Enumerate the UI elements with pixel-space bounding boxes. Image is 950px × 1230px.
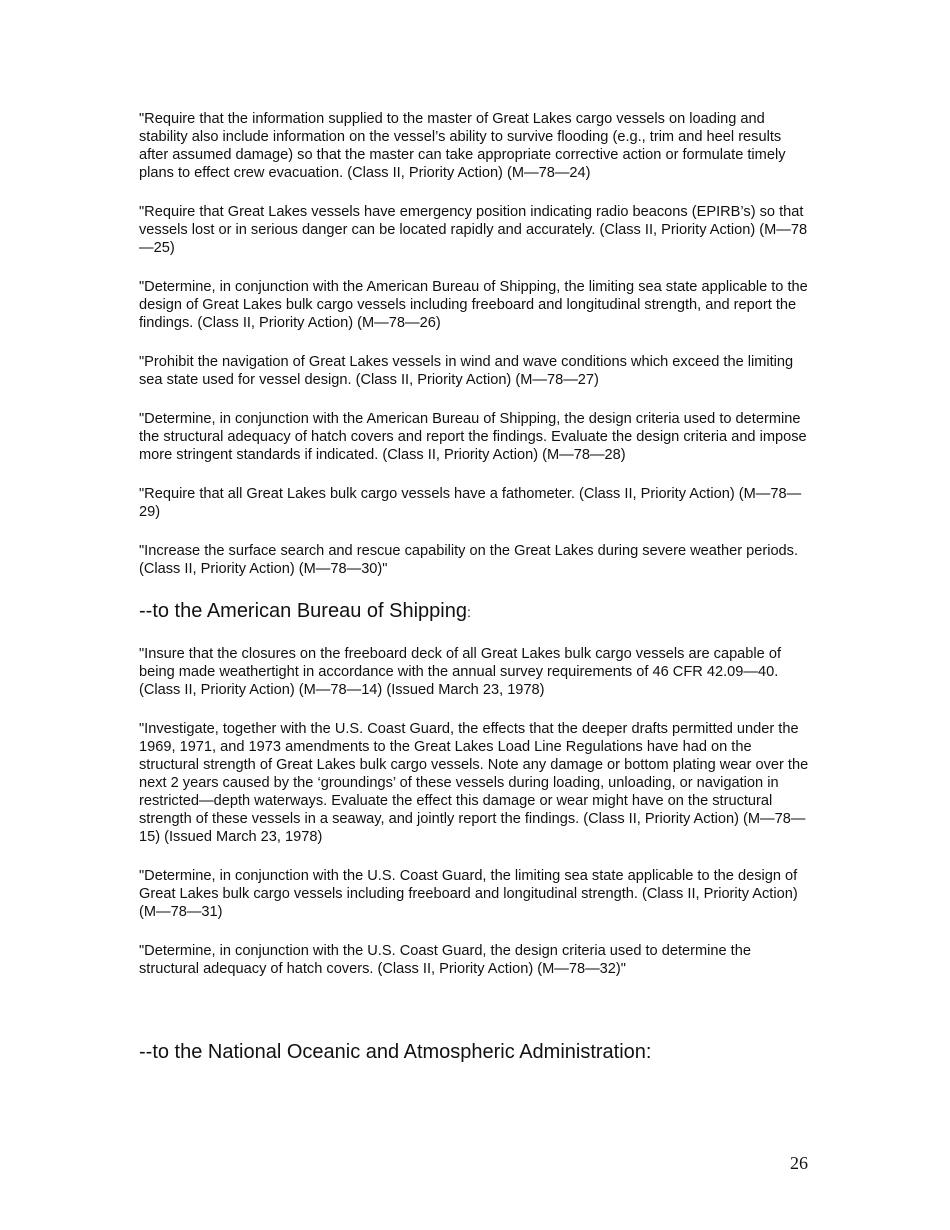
recommendation-paragraph: "Investigate, together with the U.S. Coast Guard, the effects that the deeper drafts permitted under the 1969, 1971, and 1973 amendments to the Great Lakes Load Line Regulations have had on the structural strength of Great Lakes bulk cargo vessels. Note any damage or bottom plating wear over the next 2 years caused by the ‘groundings’ of these vessels during loading, unloading, or navigation in restricted—depth waterways. Evaluate the effect this damage or wear might have on the structural strength of these vessels in a seaway, and jointly report the findings. (Class II, Priority Action) (M—78—15) (Issued March 23, 1978) xyxy=(139,721,809,845)
abs-section-heading xyxy=(139,599,814,624)
recommendation-paragraph: "Require that Great Lakes vessels have emergency position indicating radio beacons (EPIRB’s) so that vessels lost or in serious danger can be located rapidly and accurately. (Class II, Priority Action) (M—78—25) xyxy=(139,204,808,256)
recommendation-paragraph: "Determine, in conjunction with the U.S. Coast Guard, the limiting sea state applicable to the design of Great Lakes bulk cargo vessels including freeboard and longitudinal strength. (Class II, Priority Action) (M—78—31) xyxy=(139,868,798,920)
abs-heading-text: --to the American Bureau of Shipping xyxy=(139,600,467,622)
content-body xyxy=(139,110,814,999)
abs-heading-colon: : xyxy=(466,604,471,620)
recommendation-paragraph: "Require that the information supplied to the master of Great Lakes cargo vessels on loading and stability also include information on the vessel’s ability to survive flooding (e.g., trim and heel results after assumed damage) so that the master can take appropriate corrective action or formulate timely plans to effect crew evacuation. (Class II, Priority Action) (M—78—24) xyxy=(139,111,786,181)
recommendation-paragraph: "Increase the surface search and rescue capability on the Great Lakes during severe weather periods. (Class II, Priority Action) (M—78—30)" xyxy=(139,543,799,577)
recommendation-paragraph: "Determine, in conjunction with the U.S. Coast Guard, the design criteria used to determine the structural adequacy of hatch covers. (Class II, Priority Action) (M—78—32)" xyxy=(139,943,751,977)
page-number: 26 xyxy=(790,1153,808,1173)
recommendation-paragraph: "Require that all Great Lakes bulk cargo vessels have a fathometer. (Class II, Priority Action) (M—78—29) xyxy=(139,486,802,520)
recommendation-paragraph: "Determine, in conjunction with the American Bureau of Shipping, the design criteria used to determine the structural adequacy of hatch covers and report the findings. Evaluate the design criteria and impose more stringent standards if indicated. (Class II, Priority Action) (M—78—28) xyxy=(139,411,807,463)
recommendation-paragraph: "Insure that the closures on the freeboard deck of all Great Lakes bulk cargo vessels are capable of being made weathertight in accordance with the annual survey requirements of 46 CFR 42.09—40. (Class II, Priority Action) (M—78—14) (Issued March 23, 1978) xyxy=(139,646,781,698)
recommendation-paragraph: "Determine, in conjunction with the American Bureau of Shipping, the limiting sea state applicable to the design of Great Lakes bulk cargo vessels including freeboard and longitudinal strength, and report the findings. (Class II, Priority Action) (M—78—26) xyxy=(139,279,808,331)
recommendation-paragraph: "Prohibit the navigation of Great Lakes vessels in wind and wave conditions which exceed the limiting sea state used for vessel design. (Class II, Priority Action) (M—78—27) xyxy=(139,354,794,388)
noaa-section-heading: --to the National Oceanic and Atmospheric Administration: xyxy=(139,1041,652,1063)
